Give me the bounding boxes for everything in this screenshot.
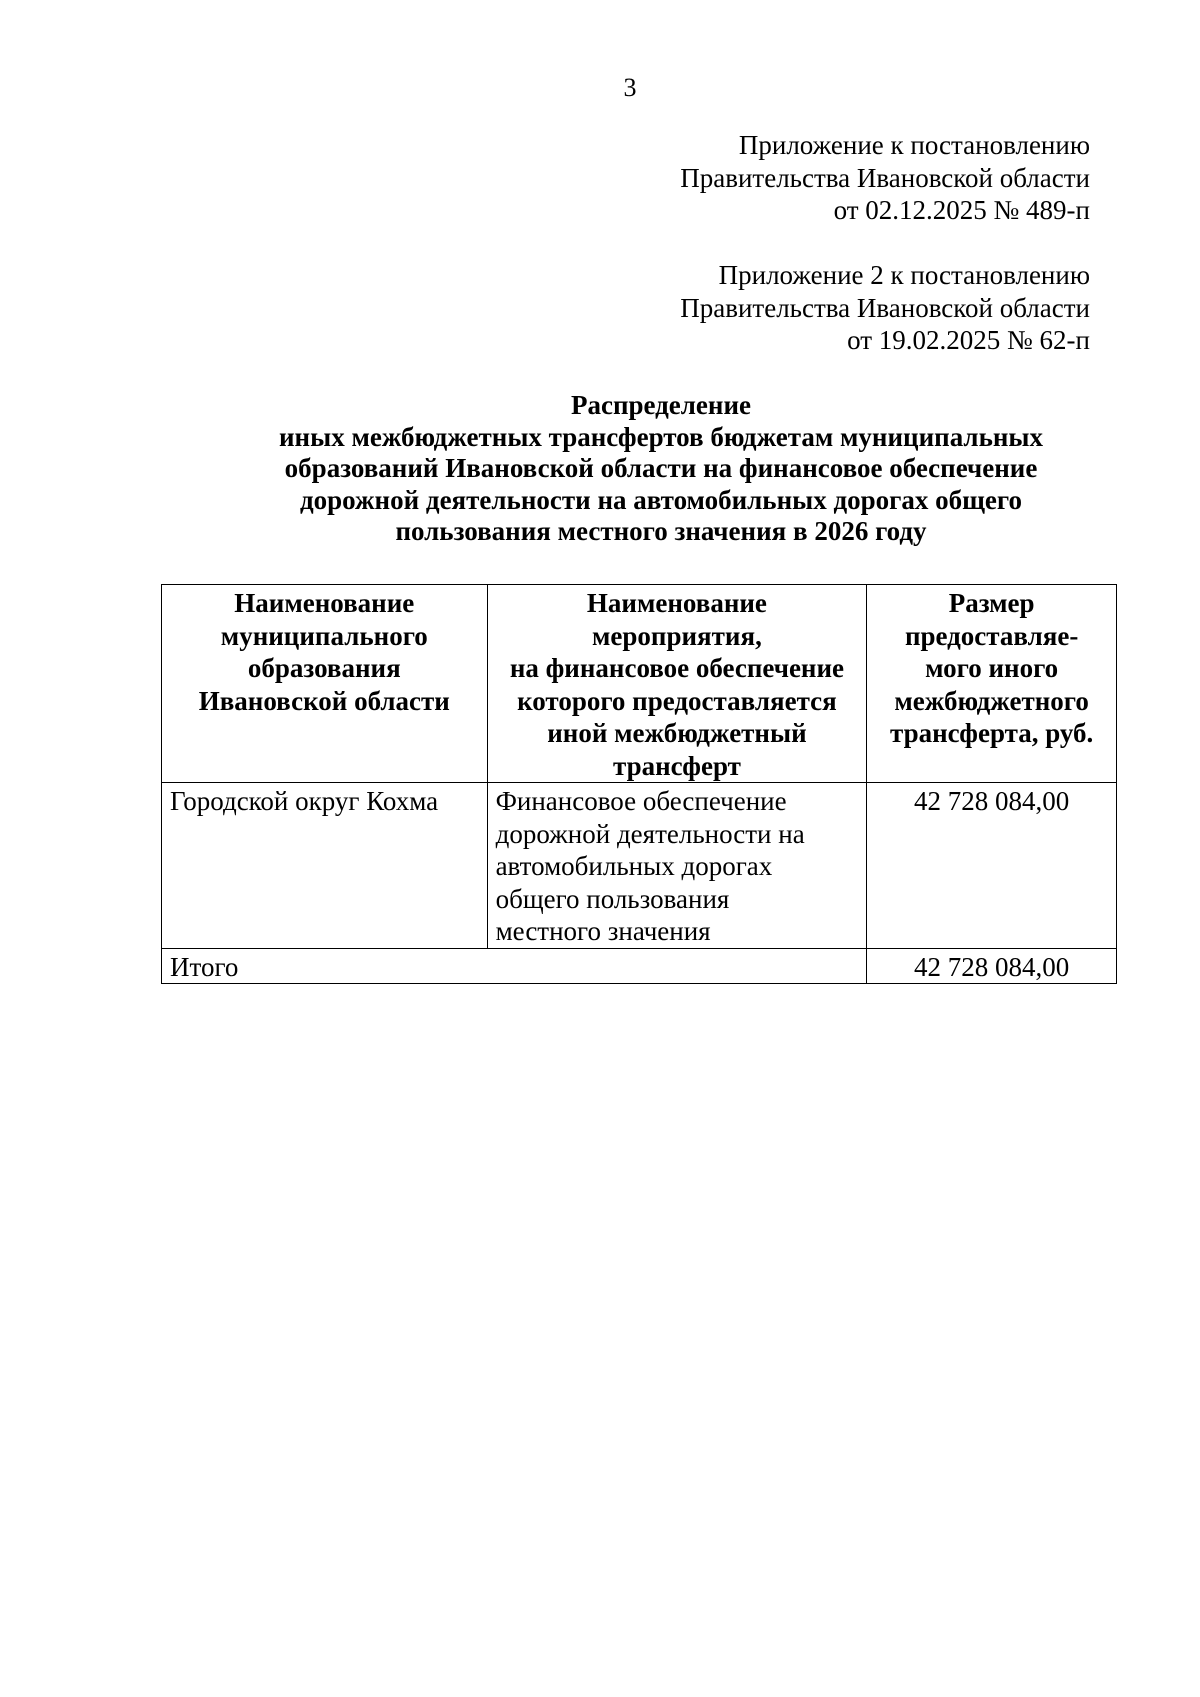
table-row <box>162 783 1117 949</box>
appendix-line: Правительства Ивановской области <box>680 162 1090 193</box>
header-line: предоставляе- <box>904 620 1079 651</box>
header-line: муниципального <box>220 620 428 651</box>
document-title <box>160 390 1162 548</box>
header-line: на финансовое обеспечение <box>509 653 845 683</box>
title-line: иных межбюджетных трансфертов бюджетам муниципальных <box>279 421 1043 452</box>
header-line: трансферт <box>612 750 741 781</box>
header-line: образования <box>247 653 401 683</box>
total-label: Итого <box>162 948 867 984</box>
table-header-row <box>162 585 1117 783</box>
municipality-name: Городской округ Кохма <box>170 786 439 816</box>
activity-line: дорожной деятельности на <box>495 818 805 849</box>
appendix-line: от 19.02.2025 № 62-п <box>847 325 1090 355</box>
appendix-line: Приложение к постановлению <box>738 130 1090 160</box>
page-number: 3 <box>623 73 637 102</box>
table-total-row <box>162 948 1117 984</box>
header-line: Наименование <box>586 588 767 618</box>
header-line: Ивановской области <box>198 685 450 716</box>
header-line: мого иного <box>925 653 1059 683</box>
activity-line: общего пользования <box>495 883 730 914</box>
appendix-line: Приложение 2 к постановлению <box>718 260 1090 290</box>
title-line: Распределение <box>570 390 752 420</box>
header-line: которого предоставляется <box>517 685 837 716</box>
header-line: мероприятия, <box>592 620 762 651</box>
header-line: иной межбюджетный <box>547 718 807 748</box>
header-line: трансферта, руб. <box>890 718 1094 748</box>
amount-value: 42 728 084,00 <box>914 786 1070 816</box>
appendix-line: Правительства Ивановской области <box>680 292 1090 323</box>
header-line: Размер <box>948 588 1035 618</box>
cell-amount <box>867 783 1117 949</box>
header-activity <box>487 585 867 783</box>
total-amount: 42 728 084,00 <box>867 948 1117 984</box>
appendix-original-header <box>680 259 1090 357</box>
activity-line: автомобильных дорогах <box>495 851 773 881</box>
header-amount <box>867 585 1117 783</box>
appendix-line: от 02.12.2025 № 489-п <box>833 195 1090 225</box>
title-line: дорожной деятельности на автомобильных дорогах общего <box>299 484 1023 515</box>
header-line: Наименование <box>234 588 415 618</box>
title-line: образований Ивановской области на финансовое обеспечение <box>284 453 1038 483</box>
activity-line: местного значения <box>495 916 711 946</box>
cell-activity <box>487 783 867 949</box>
appendix-current-header <box>680 129 1090 227</box>
distribution-table <box>161 584 1117 984</box>
title-line: пользования местного значения в 2026 году <box>395 516 927 546</box>
header-line: межбюджетного <box>894 685 1089 716</box>
activity-line: Финансовое обеспечение <box>495 786 787 816</box>
cell-municipality <box>162 783 488 949</box>
header-municipality <box>162 585 488 783</box>
